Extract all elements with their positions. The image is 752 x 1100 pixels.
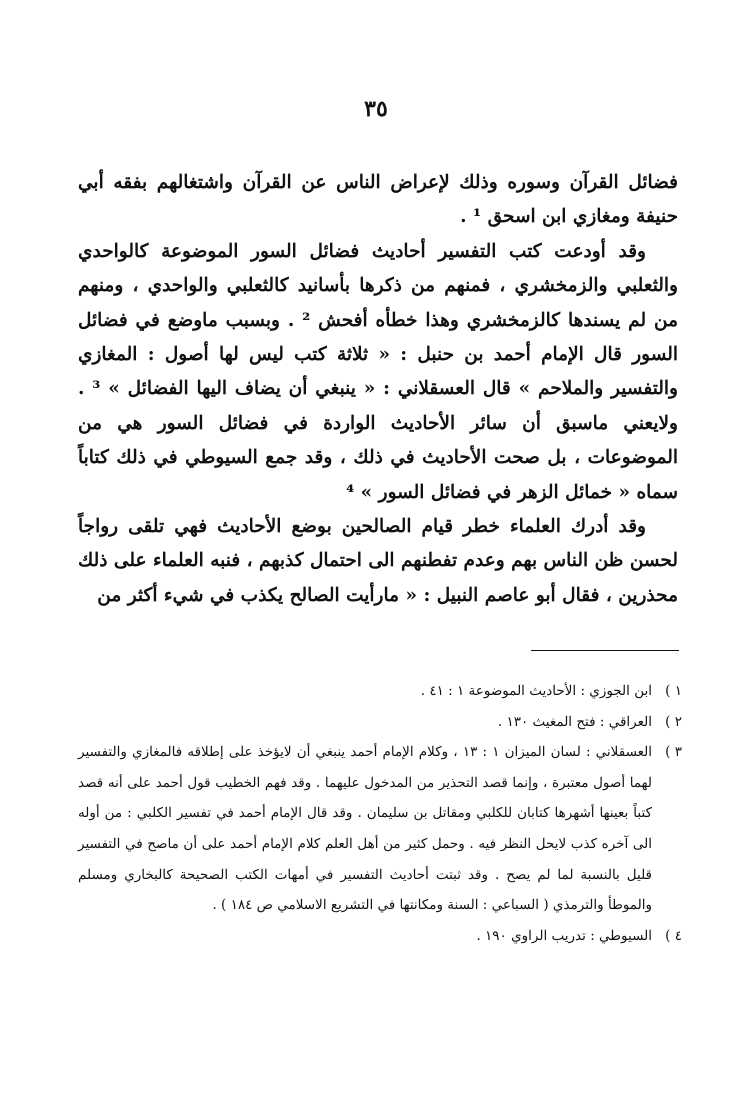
footnote-number: ٤ ) xyxy=(665,927,682,944)
main-text xyxy=(78,166,678,613)
footnote-number: ٢ ) xyxy=(665,713,682,730)
footnote-text: العراقي : فتح المغيث ١٣٠ . xyxy=(497,713,652,730)
footnote-number: ٣ ) xyxy=(665,744,682,761)
footnote-3 xyxy=(78,737,682,921)
paragraph-2: وقد أودعت كتب التفسير أحاديث فضائل السور الموضوعة كالواحدي والثعلبي والزمخشري ، فمنهم من ذكرها بأسانيد كالثعلبي والواحدي ، ومنهم من لم يسندها كالزمخشري وهذا خطأه أفحش ² . وبسبب ماوضع في فضائل السور قال الإمام أحمد بن حنبل : « ثلاثة كتب ليس لها أصول : المغازي والتفسير والملاحم » قال العسقلاني : « ينبغي أن يضاف اليها الفضائل » ³ . ولايعني ماسبق أن سائر الأحاديث الواردة في فضائل السور هي من الموضوعات ، بل صحت الأحاديث في ذلك ، وقد جمع السيوطي في ذلك كتاباً سماه « خمائل الزهر في فضائل السور » ⁴ xyxy=(78,240,678,503)
footnote-text: ابن الجوزي : الأحاديث الموضوعة ١ : ٤١ . xyxy=(420,683,652,699)
footnote-number: ١ ) xyxy=(665,683,682,699)
footnote-text: السيوطي : تدريب الراوي ١٩٠ . xyxy=(476,927,652,944)
footnote-text: العسقلاني : لسان الميزان ١ : ١٣ ، وكلام الإمام أحمد ينبغي أن لايؤخذ على إطلاقه فالمغازي والتفسير لهما أصول معتبرة ، وإنما قصد التحذير من المدخول عليهما . وقد فهم الخطيب قول أحمد على أنه قصد كتباً بعينها أشهرها كتابان للكلبي ومقاتل بن سليمان . وقد قال الإمام أحمد في تفسير الكلبي : من أوله الى آخره كذب لايحل النظر فيه . وحمل كثير من أهل العلم كلام الإمام أحمد على أن ماصح في التفسير قليل بالنسبة لما لم يصح . وقد ثبتت أحاديث التفسير في أمهات الكتب الصحيحة كالبخاري ومسلم والموطأ والترمذي ( السباعي : السنة ومكانتها في التشريع الاسلامي ص ١٨٤ ) . xyxy=(78,744,652,914)
paragraph-3: وقد أدرك العلماء خطر قيام الصالحين بوضع الأحاديث فهي تلقى رواجاً لحسن ظن الناس بهم وعدم تفطنهم الى احتمال كذبهم ، فنبه العلماء على ذلك محذرين ، فقال أبو عاصم النبيل : « مارأيت الصالح يكذب في شيء أكثر من xyxy=(78,516,678,606)
paragraph-1: فضائل القرآن وسوره وذلك لإعراض الناس عن القرآن واشتغالهم بفقه أبي حنيفة ومغازي ابن اسحق ¹ . xyxy=(78,172,678,228)
footnote-1 xyxy=(78,676,682,707)
footnote-4 xyxy=(78,921,682,952)
footnote-separator xyxy=(531,650,679,651)
footnote-2 xyxy=(78,707,682,738)
page-number: ٣٥ xyxy=(364,96,388,122)
footnotes xyxy=(78,676,682,951)
